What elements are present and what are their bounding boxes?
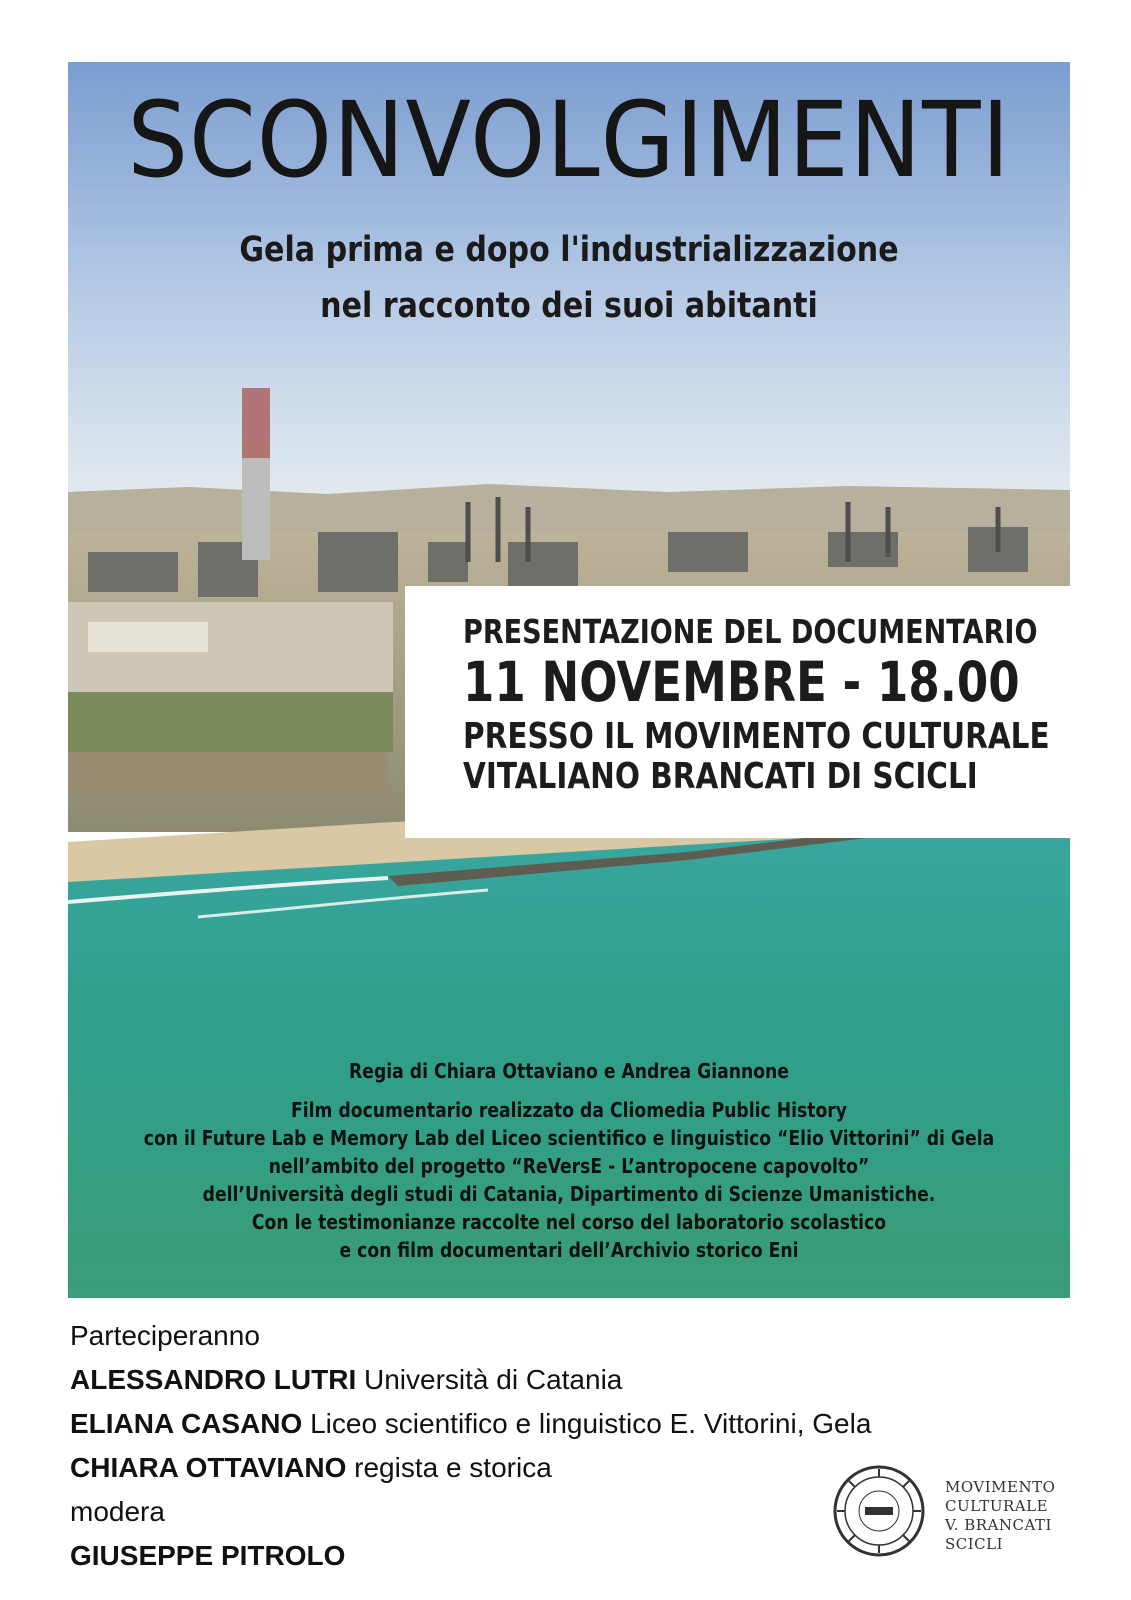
participant [70, 1402, 871, 1446]
movimento-culturale-seal-icon [833, 1465, 925, 1557]
logo-text [945, 1478, 1055, 1554]
film-credits [68, 1054, 1070, 1264]
participant-name: CHIARA OTTAVIANO [70, 1452, 347, 1483]
subtitle-line: Gela prima e dopo l'industrializzazione [239, 230, 899, 270]
subtitle-line: nel racconto dei suoi abitanti [320, 286, 818, 326]
event-info-box [405, 586, 1070, 838]
participants-heading: Parteciperanno [70, 1320, 260, 1351]
participant-role: Università di Catania [356, 1364, 623, 1395]
credit-line: Con le testimonianze raccolte nel corso del laboratorio scolastico [251, 1210, 887, 1234]
event-venue-line2: VITALIANO BRANCATI DI SCICLI [463, 756, 978, 797]
event-date-time: 11 NOVEMBRE - 18.00 [463, 650, 1020, 714]
credit-line: Film documentario realizzato da Cliomedia Public History [290, 1098, 847, 1122]
logo-line: CULTURALE [945, 1497, 1049, 1515]
credit-line: e con film documentari dell’Archivio storico Eni [339, 1238, 799, 1262]
event-venue-line1: PRESSO IL MOVIMENTO CULTURALE [463, 716, 1050, 757]
logo-line: MOVIMENTO [945, 1478, 1056, 1496]
moderator-name: GIUSEPPE PITROLO [70, 1540, 346, 1571]
credit-line: con il Future Lab e Memory Lab del Liceo scientifico e linguistico “Elio Vittorini” di Gela [143, 1126, 995, 1150]
direction-credit: Regia di Chiara Ottaviano e Andrea Giannone [349, 1059, 789, 1083]
credits-description [68, 1096, 1070, 1264]
credit-line: dell’Università degli studi di Catania, Dipartimento di Scienze Umanistiche. [202, 1182, 936, 1206]
logo-line: SCICLI [945, 1535, 1004, 1553]
credit-line: nell’ambito del progetto “ReVersE - L’antropocene capovolto” [268, 1154, 870, 1178]
participant-role: regista e storica [346, 1452, 552, 1483]
participant [70, 1446, 871, 1490]
participants-section [70, 1314, 871, 1578]
event-presentation: PRESENTAZIONE DEL DOCUMENTARIO [463, 612, 1038, 651]
logo-line: V. BRANCATI [945, 1516, 1052, 1534]
participant-name: ELIANA CASANO [70, 1408, 303, 1439]
participant [70, 1358, 871, 1402]
poster-title: SCONVOLGIMENTI [127, 79, 1011, 201]
participant-role: Liceo scientifico e linguistico E. Vittorini, Gela [302, 1408, 872, 1439]
participant-name: ALESSANDRO LUTRI [70, 1364, 357, 1395]
moderator-label: modera [70, 1496, 165, 1527]
poster-subtitle [138, 222, 1000, 334]
